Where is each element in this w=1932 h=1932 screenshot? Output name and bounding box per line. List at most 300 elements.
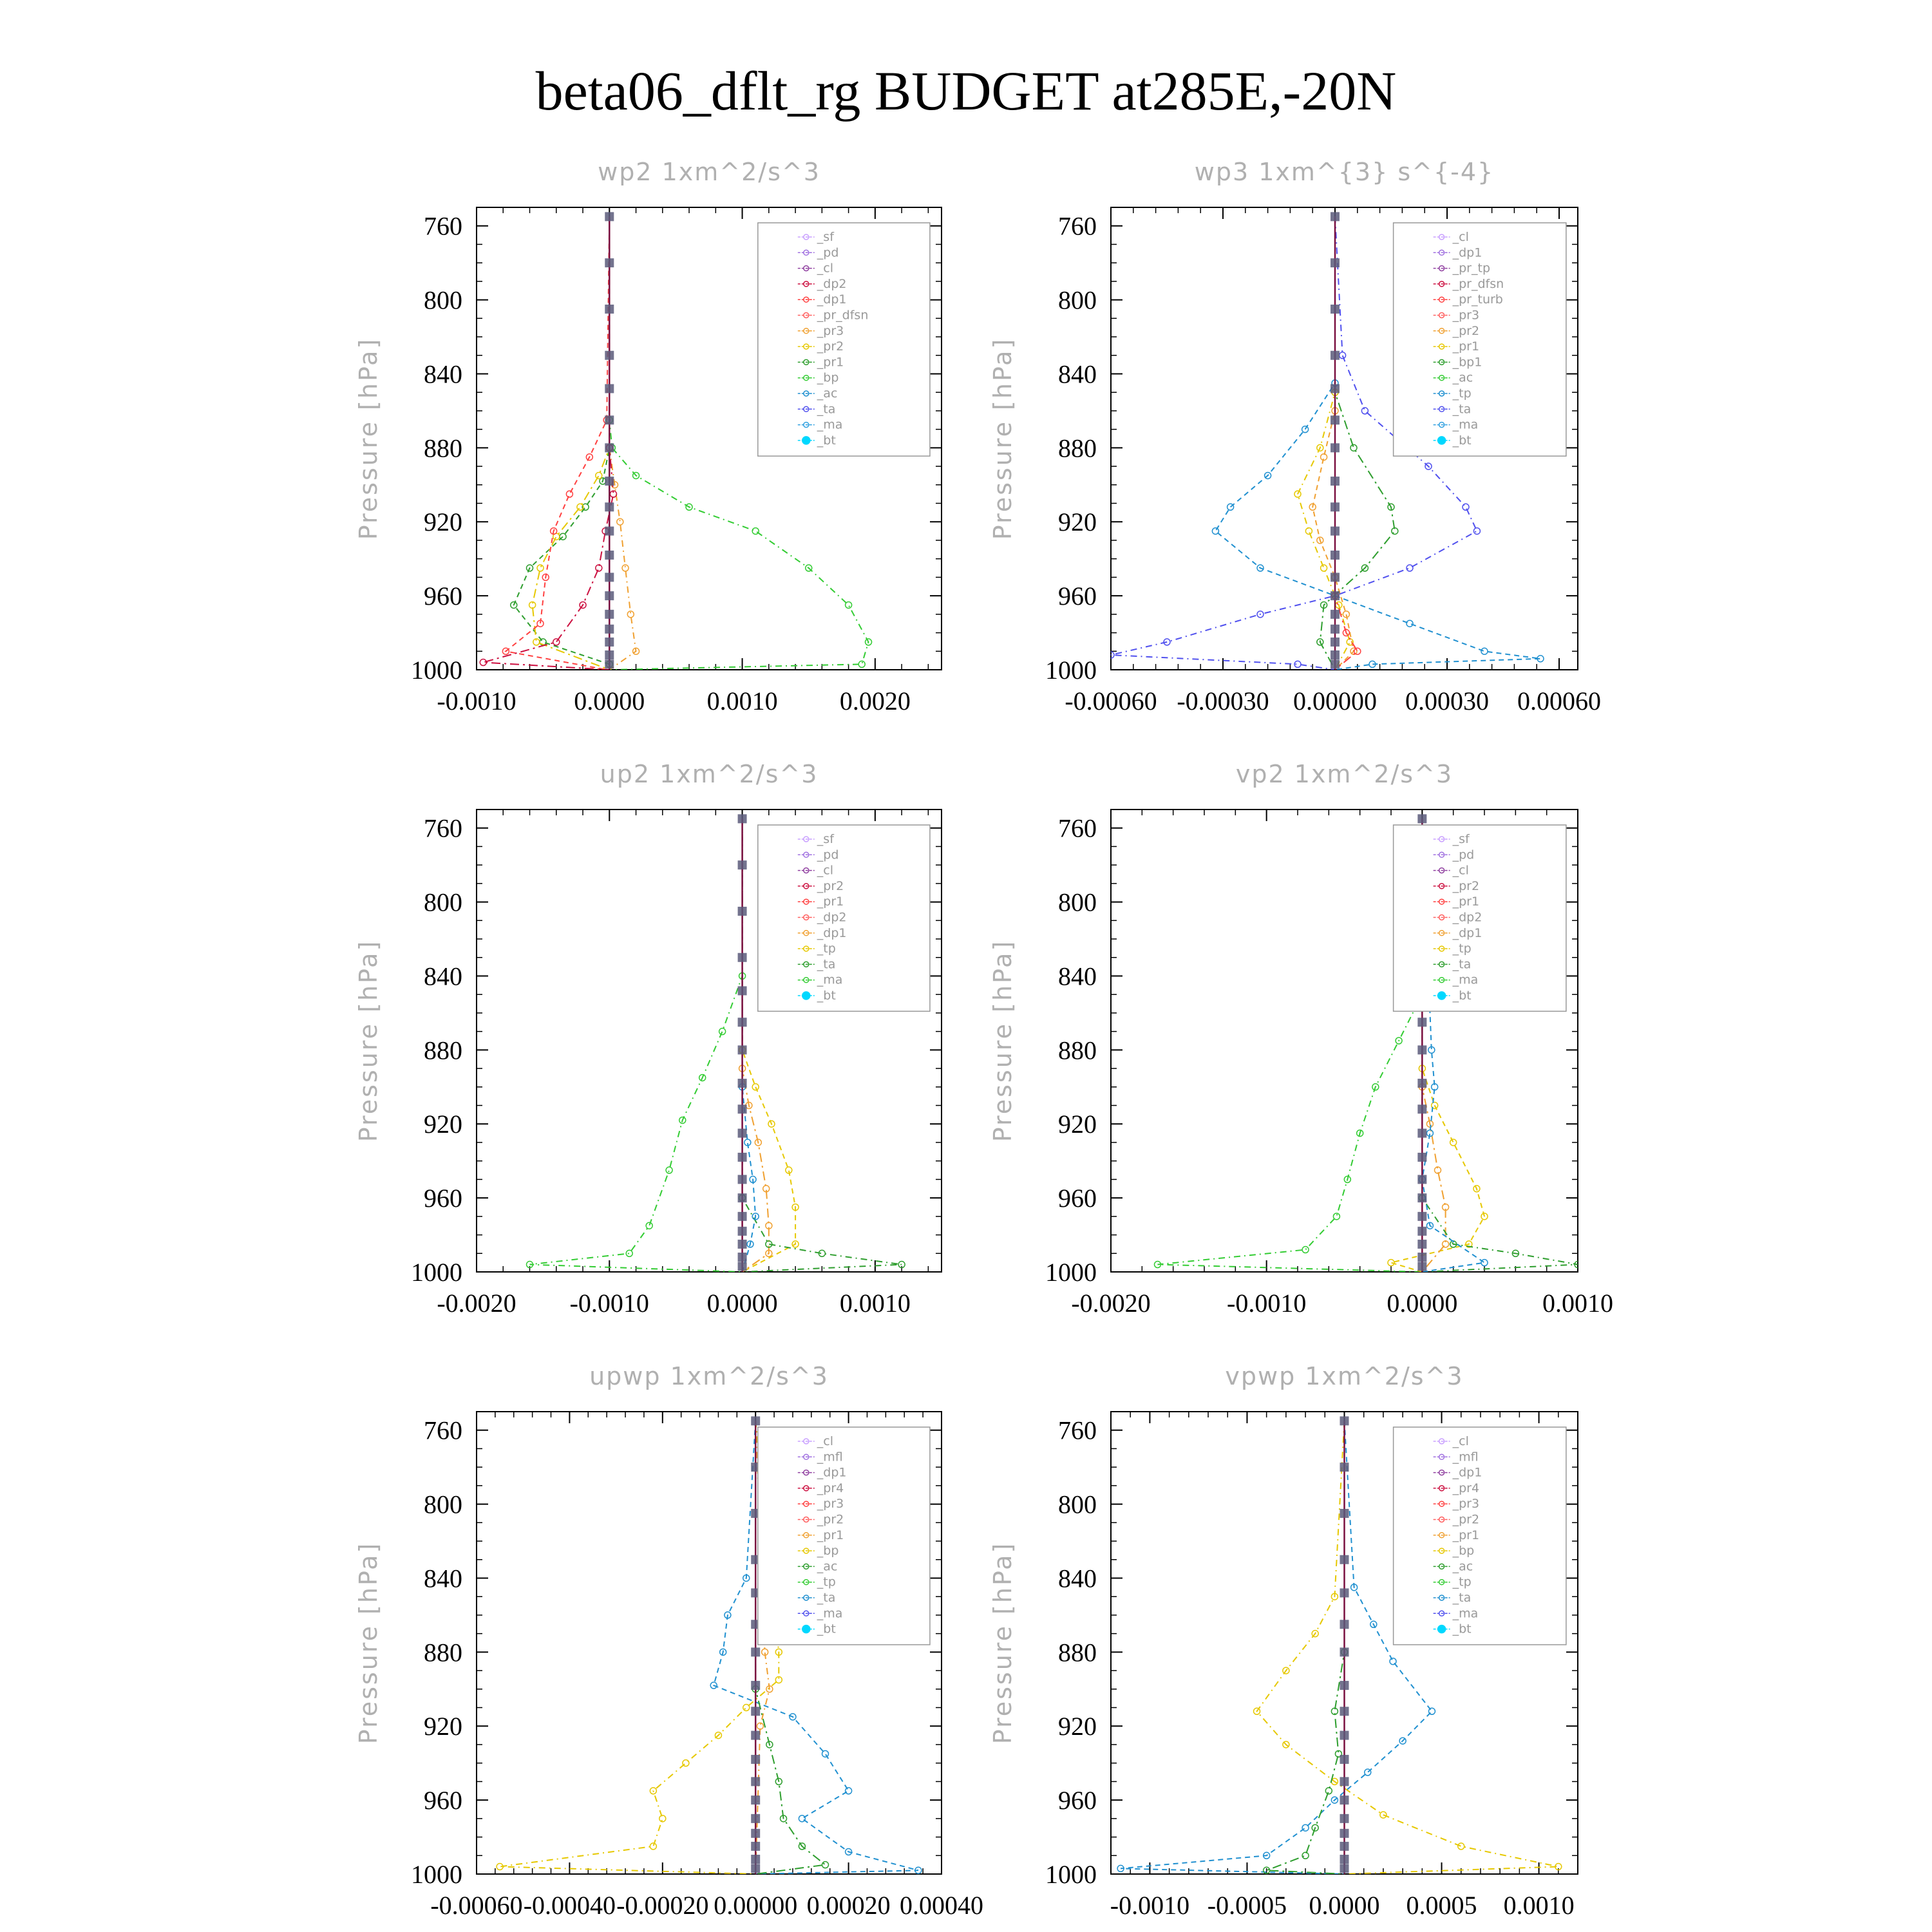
- series-marker: [659, 1815, 666, 1822]
- zero-marker: [738, 1262, 747, 1271]
- zero-marker: [738, 1104, 747, 1113]
- zero-marker: [1340, 1588, 1349, 1597]
- legend-box: [1394, 1427, 1566, 1645]
- legend-label: _dp1: [1452, 1465, 1482, 1480]
- x-tick-label: -0.0010: [1227, 1289, 1307, 1318]
- legend-label: _pr1: [817, 1528, 844, 1542]
- y-tick-label: 880: [1058, 433, 1097, 463]
- legend-label: _bp1: [1452, 355, 1482, 370]
- zero-marker: [1340, 1681, 1349, 1690]
- series-line-dp1: [530, 819, 743, 1272]
- legend-label: _pr2: [1452, 323, 1480, 338]
- zero-marker: [738, 814, 747, 823]
- panel-title: up2 1xm^2/s^3: [600, 760, 819, 788]
- zero-marker: [605, 659, 614, 668]
- legend-label: _pr_dfsn: [817, 308, 869, 323]
- x-tick-label: -0.0010: [437, 687, 516, 715]
- legend-label: _bt: [817, 433, 836, 448]
- x-tick-label: 0.0010: [1542, 1289, 1613, 1318]
- legend-label: _mfl: [1452, 1450, 1479, 1464]
- series-marker: [822, 1750, 829, 1757]
- zero-marker: [605, 305, 614, 314]
- zero-marker: [738, 986, 747, 995]
- zero-marker: [738, 1212, 747, 1221]
- panel-title: vpwp 1xm^2/s^3: [1225, 1362, 1464, 1390]
- y-tick-label: 840: [424, 961, 462, 991]
- series-marker: [1361, 408, 1368, 414]
- series-marker: [1305, 528, 1312, 535]
- y-tick-label: 960: [424, 1786, 462, 1815]
- y-tick-label: 800: [424, 285, 462, 315]
- legend-label: _cl: [1452, 863, 1469, 878]
- series-marker: [560, 533, 566, 540]
- series-marker: [626, 1250, 632, 1256]
- legend-label: _dp1: [817, 925, 847, 940]
- zero-marker: [1417, 1018, 1426, 1027]
- series-marker: [1481, 648, 1488, 654]
- legend-marker: [802, 992, 810, 999]
- series-marker: [1212, 528, 1218, 535]
- zero-marker: [1340, 1463, 1349, 1472]
- y-tick-label: 880: [424, 1036, 462, 1065]
- zero-marker: [1340, 1647, 1349, 1656]
- x-tick-label: 0.00040: [900, 1891, 983, 1920]
- zero-marker: [1331, 591, 1340, 600]
- zero-marker: [1331, 351, 1340, 360]
- legend-label: _tp: [1452, 386, 1472, 401]
- zero-marker: [1417, 1104, 1426, 1113]
- y-tick-label: 840: [1058, 359, 1097, 389]
- y-axis-label: Pressure [hPa]: [989, 939, 1017, 1142]
- legend-label: _pr2: [817, 1512, 844, 1527]
- chart-panel-1: [354, 158, 942, 715]
- zero-marker: [1340, 1842, 1349, 1851]
- legend-label: _ma: [1452, 1606, 1479, 1621]
- panel-title: wp2 1xm^2/s^3: [598, 158, 820, 186]
- y-tick-label: 960: [424, 582, 462, 611]
- zero-marker: [1331, 551, 1340, 560]
- series-marker: [1302, 1852, 1309, 1859]
- zero-marker: [605, 212, 614, 221]
- zero-marker: [1331, 212, 1340, 221]
- series-marker: [1354, 648, 1361, 654]
- zero-marker: [1340, 1829, 1349, 1838]
- legend-label: _ta: [1452, 1591, 1472, 1605]
- zero-marker: [1340, 1755, 1349, 1764]
- x-tick-label: 0.0010: [1503, 1891, 1575, 1920]
- legend-label: _pr_dfsn: [1452, 276, 1504, 291]
- legend-label: _ta: [1452, 957, 1472, 972]
- series-marker: [566, 491, 573, 497]
- legend-label: _ta: [817, 402, 836, 417]
- y-tick-label: 920: [424, 1712, 462, 1741]
- zero-marker: [751, 1777, 760, 1786]
- legend-label: _bt: [817, 1622, 836, 1636]
- legend-marker: [1438, 437, 1446, 444]
- x-tick-label: 0.00030: [1405, 687, 1489, 715]
- series-marker: [537, 565, 544, 571]
- x-tick-label: -0.00020: [616, 1891, 709, 1920]
- x-tick-label: 0.0000: [1387, 1289, 1458, 1318]
- legend-label: _ac: [1452, 1559, 1473, 1574]
- zero-marker: [738, 1129, 747, 1138]
- zero-marker: [605, 551, 614, 560]
- zero-marker: [1331, 415, 1340, 424]
- y-tick-label: 760: [424, 813, 462, 843]
- y-tick-label: 760: [1058, 1416, 1097, 1445]
- y-tick-label: 880: [424, 433, 462, 463]
- legend-label: _pr2: [817, 878, 844, 893]
- y-tick-label: 960: [1058, 582, 1097, 611]
- legend-label: _ma: [1452, 417, 1479, 432]
- legend-marker: [1438, 1625, 1446, 1633]
- legend-label: _bt: [1452, 1622, 1472, 1636]
- y-tick-label: 1000: [411, 1258, 462, 1287]
- series-marker: [650, 1843, 656, 1850]
- legend-label: _ta: [817, 1591, 836, 1605]
- legend-box: [758, 1427, 930, 1645]
- x-tick-label: 0.0000: [1309, 1891, 1380, 1920]
- zero-marker: [751, 1647, 760, 1656]
- zero-marker: [738, 953, 747, 962]
- zero-marker: [1340, 1855, 1349, 1864]
- zero-marker: [738, 1175, 747, 1184]
- y-axis-label: Pressure [hPa]: [354, 1541, 383, 1745]
- legend-label: _pr4: [817, 1481, 844, 1495]
- legend-label: _pd: [817, 848, 839, 862]
- zero-marker: [1417, 1193, 1426, 1202]
- zero-marker: [605, 573, 614, 582]
- series-line-tp: [1121, 1421, 1432, 1874]
- legend-label: _sf: [817, 832, 834, 846]
- y-tick-label: 840: [1058, 1564, 1097, 1593]
- y-tick-label: 880: [1058, 1638, 1097, 1667]
- y-tick-label: 1000: [411, 1860, 462, 1889]
- x-tick-label: -0.00060: [430, 1891, 523, 1920]
- legend: [1394, 1427, 1566, 1645]
- zero-marker: [738, 1240, 747, 1249]
- series-marker: [1463, 504, 1469, 510]
- x-tick-label: 0.0000: [706, 1289, 778, 1318]
- series-marker: [846, 1788, 852, 1794]
- y-tick-label: 760: [424, 211, 462, 241]
- zero-marker: [1331, 258, 1340, 267]
- legend-label: _bp: [817, 1544, 839, 1558]
- series-line-pr1: [514, 216, 610, 670]
- zero-marker: [1331, 305, 1340, 314]
- legend-label: _pr1: [1452, 339, 1480, 354]
- zero-marker: [1340, 1416, 1349, 1425]
- series-marker: [1325, 1788, 1332, 1794]
- legend-label: _pr4: [1452, 1481, 1480, 1495]
- legend-label: _mfl: [817, 1450, 843, 1464]
- zero-marker: [1340, 1864, 1349, 1873]
- zero-marker: [738, 1045, 747, 1054]
- legend-label: _sf: [817, 230, 834, 244]
- series-marker: [752, 1084, 759, 1090]
- panel-title: upwp 1xm^2/s^3: [589, 1362, 829, 1390]
- x-tick-label: -0.0005: [1207, 1891, 1287, 1920]
- legend-label: _tp: [1452, 942, 1472, 956]
- zero-marker: [605, 638, 614, 647]
- legend-label: _ma: [817, 972, 843, 987]
- series-marker: [1428, 1708, 1435, 1714]
- zero-marker: [1331, 625, 1340, 634]
- series-marker: [719, 1028, 726, 1035]
- zero-marker: [738, 1079, 747, 1088]
- chart-panel-6: [989, 1362, 1578, 1920]
- series-marker: [1302, 1824, 1309, 1831]
- legend-label: _ma: [1452, 972, 1479, 987]
- zero-marker: [605, 351, 614, 360]
- y-tick-label: 800: [1058, 285, 1097, 315]
- y-tick-label: 800: [1058, 1490, 1097, 1519]
- legend: [758, 1427, 930, 1645]
- zero-marker: [1340, 1795, 1349, 1804]
- zero-marker: [1417, 1045, 1426, 1054]
- series-marker: [1390, 1658, 1396, 1665]
- zero-marker: [1417, 1240, 1426, 1249]
- legend-label: _cl: [817, 261, 834, 276]
- series-marker: [1406, 565, 1413, 571]
- x-tick-label: -0.0010: [569, 1289, 649, 1318]
- legend-label: _bt: [1452, 433, 1472, 448]
- y-tick-label: 840: [424, 359, 462, 389]
- legend-marker: [802, 1625, 810, 1633]
- x-tick-label: 0.0010: [839, 1289, 911, 1318]
- y-tick-label: 1000: [411, 656, 462, 685]
- zero-marker: [751, 1707, 760, 1716]
- legend-label: _ma: [817, 1606, 843, 1621]
- y-tick-label: 960: [1058, 1786, 1097, 1815]
- series-marker: [822, 1862, 829, 1868]
- legend: [1394, 223, 1566, 456]
- panel-title: wp3 1xm^{3} s^{-4}: [1194, 158, 1495, 186]
- zero-marker: [1331, 384, 1340, 393]
- zero-marker: [1331, 527, 1340, 536]
- y-tick-label: 800: [424, 1490, 462, 1519]
- zero-marker: [605, 384, 614, 393]
- zero-marker: [1417, 1153, 1426, 1162]
- y-tick-label: 920: [1058, 1712, 1097, 1741]
- zero-marker: [751, 1864, 760, 1873]
- zero-marker: [1331, 502, 1340, 511]
- series-marker: [1340, 352, 1346, 359]
- series-marker: [799, 1815, 805, 1822]
- y-tick-label: 880: [424, 1638, 462, 1667]
- legend-label: _pd: [1452, 848, 1475, 862]
- zero-marker: [1340, 1731, 1349, 1740]
- y-tick-label: 1000: [1045, 656, 1097, 685]
- legend-label: _dp1: [817, 1465, 847, 1480]
- zero-marker: [1417, 1212, 1426, 1221]
- x-tick-label: 0.00000: [1293, 687, 1377, 715]
- series-marker: [1302, 1247, 1309, 1253]
- series-marker: [596, 472, 602, 478]
- legend-label: _bp: [817, 370, 839, 385]
- zero-marker: [751, 1681, 760, 1690]
- zero-marker: [1417, 1262, 1426, 1271]
- zero-marker: [751, 1814, 760, 1823]
- legend-label: _ac: [817, 1559, 838, 1574]
- series-marker: [752, 528, 759, 535]
- zero-marker: [1340, 1777, 1349, 1786]
- y-tick-label: 800: [424, 887, 462, 917]
- legend-label: _tp: [1452, 1575, 1472, 1589]
- legend-label: _pr2: [1452, 1512, 1480, 1527]
- y-tick-label: 960: [424, 1184, 462, 1213]
- chart-panel-4: [989, 760, 1613, 1318]
- series-marker: [666, 1167, 672, 1173]
- zero-marker: [1331, 659, 1340, 668]
- y-axis-label: Pressure [hPa]: [989, 1541, 1017, 1745]
- series-marker: [553, 639, 560, 645]
- x-tick-label: -0.0010: [1110, 1891, 1190, 1920]
- y-tick-label: 800: [1058, 887, 1097, 917]
- panel-title: vp2 1xm^2/s^3: [1235, 760, 1454, 788]
- legend-label: _dp2: [817, 276, 847, 291]
- zero-marker: [1340, 1814, 1349, 1823]
- x-tick-label: -0.00030: [1177, 687, 1269, 715]
- legend-box: [758, 223, 930, 456]
- legend-label: _pr3: [817, 323, 844, 338]
- zero-marker: [1331, 610, 1340, 619]
- x-tick-label: 0.0010: [706, 687, 778, 715]
- legend-label: _bt: [817, 989, 836, 1003]
- legend: [758, 825, 930, 1011]
- zero-marker: [605, 477, 614, 486]
- legend-label: _pr1: [817, 895, 844, 909]
- series-marker: [617, 518, 623, 525]
- series-marker: [1321, 565, 1327, 571]
- zero-marker: [605, 610, 614, 619]
- series-line-tp: [743, 819, 756, 1272]
- series-line-bp: [1267, 1421, 1345, 1874]
- zero-marker: [751, 1855, 760, 1864]
- zero-marker: [1340, 1509, 1349, 1518]
- series-line-pr1: [500, 1421, 779, 1874]
- y-tick-label: 1000: [1045, 1860, 1097, 1889]
- zero-marker: [738, 1193, 747, 1202]
- zero-marker: [738, 907, 747, 916]
- zero-marker: [605, 443, 614, 452]
- series-marker: [622, 565, 629, 571]
- x-tick-label: -0.0020: [437, 1289, 516, 1318]
- x-tick-label: 0.00060: [1517, 687, 1601, 715]
- series-line-dp1: [506, 216, 609, 670]
- series-line-pr3: [609, 216, 636, 670]
- legend-label: _sf: [1452, 832, 1470, 846]
- y-tick-label: 760: [1058, 813, 1097, 843]
- x-tick-label: -0.00040: [523, 1891, 616, 1920]
- legend-label: _bp: [1452, 1544, 1475, 1558]
- zero-marker: [605, 502, 614, 511]
- y-tick-label: 920: [1058, 1110, 1097, 1139]
- zero-marker: [605, 625, 614, 634]
- series-marker: [1365, 1769, 1371, 1776]
- legend-label: _pr_tp: [1452, 261, 1491, 276]
- series-marker: [846, 601, 852, 608]
- legend-label: _tp: [817, 942, 836, 956]
- series-line-pr2: [1312, 216, 1354, 670]
- y-tick-label: 840: [424, 1564, 462, 1593]
- legend-label: _ta: [1452, 402, 1472, 417]
- legend-label: _pr2: [817, 339, 844, 354]
- y-axis-label: Pressure [hPa]: [989, 337, 1017, 540]
- legend-label: _pr3: [817, 1497, 844, 1511]
- zero-marker: [738, 860, 747, 869]
- figure-title: beta06_dflt_rg BUDGET at285E,-20N: [535, 60, 1397, 122]
- series-marker: [1406, 620, 1413, 627]
- legend-label: _pd: [817, 245, 839, 260]
- legend-label: _dp1: [1452, 925, 1482, 940]
- y-tick-label: 1000: [1045, 1258, 1097, 1287]
- series-marker: [1227, 504, 1234, 510]
- legend-label: _pr1: [1452, 1528, 1480, 1542]
- zero-marker: [1417, 1129, 1426, 1138]
- series-marker: [1458, 1843, 1464, 1850]
- x-tick-label: 0.00000: [714, 1891, 798, 1920]
- legend-label: _pr2: [1452, 878, 1480, 893]
- series-marker: [743, 1705, 750, 1711]
- zero-marker: [738, 1227, 747, 1236]
- legend-label: _cl: [817, 863, 834, 878]
- zero-marker: [1331, 477, 1340, 486]
- legend-label: _dp2: [817, 910, 847, 925]
- series-marker: [1473, 528, 1480, 535]
- legend-label: _ac: [817, 386, 838, 401]
- zero-marker: [605, 258, 614, 267]
- legend-label: _dp1: [1452, 245, 1482, 260]
- x-tick-label: -0.00060: [1065, 687, 1157, 715]
- legend-label: _cl: [1452, 230, 1469, 244]
- y-tick-label: 760: [1058, 211, 1097, 241]
- zero-marker: [1417, 814, 1426, 823]
- legend-marker: [802, 437, 810, 444]
- chart-panel-2: [989, 158, 1601, 715]
- legend-label: _dp2: [1452, 910, 1482, 925]
- legend-label: _pr1: [1452, 895, 1480, 909]
- zero-marker: [605, 527, 614, 536]
- zero-marker: [1331, 573, 1340, 582]
- y-tick-label: 920: [424, 1110, 462, 1139]
- legend-label: _pr_turb: [1452, 292, 1503, 307]
- y-tick-label: 840: [1058, 961, 1097, 991]
- zero-marker: [1340, 1620, 1349, 1629]
- x-tick-label: 0.0005: [1406, 1891, 1477, 1920]
- y-axis-label: Pressure [hPa]: [354, 939, 383, 1142]
- zero-marker: [605, 415, 614, 424]
- legend-label: _ma: [817, 417, 843, 432]
- zero-marker: [1417, 1253, 1426, 1262]
- y-tick-label: 960: [1058, 1184, 1097, 1213]
- legend-label: _ac: [1452, 370, 1473, 385]
- series-line-pr2: [533, 216, 610, 670]
- zero-marker: [751, 1416, 760, 1425]
- zero-marker: [751, 1842, 760, 1851]
- y-tick-label: 920: [1058, 507, 1097, 537]
- zero-marker: [605, 591, 614, 600]
- x-tick-label: 0.00020: [806, 1891, 891, 1920]
- legend: [758, 223, 930, 456]
- series-line-bp1: [1320, 216, 1395, 670]
- zero-marker: [738, 1018, 747, 1027]
- zero-marker: [1417, 1079, 1426, 1088]
- zero-marker: [1417, 1227, 1426, 1236]
- legend-label: _pr3: [1452, 1497, 1480, 1511]
- legend-marker: [1438, 992, 1446, 999]
- chart-panel-3: [354, 760, 942, 1318]
